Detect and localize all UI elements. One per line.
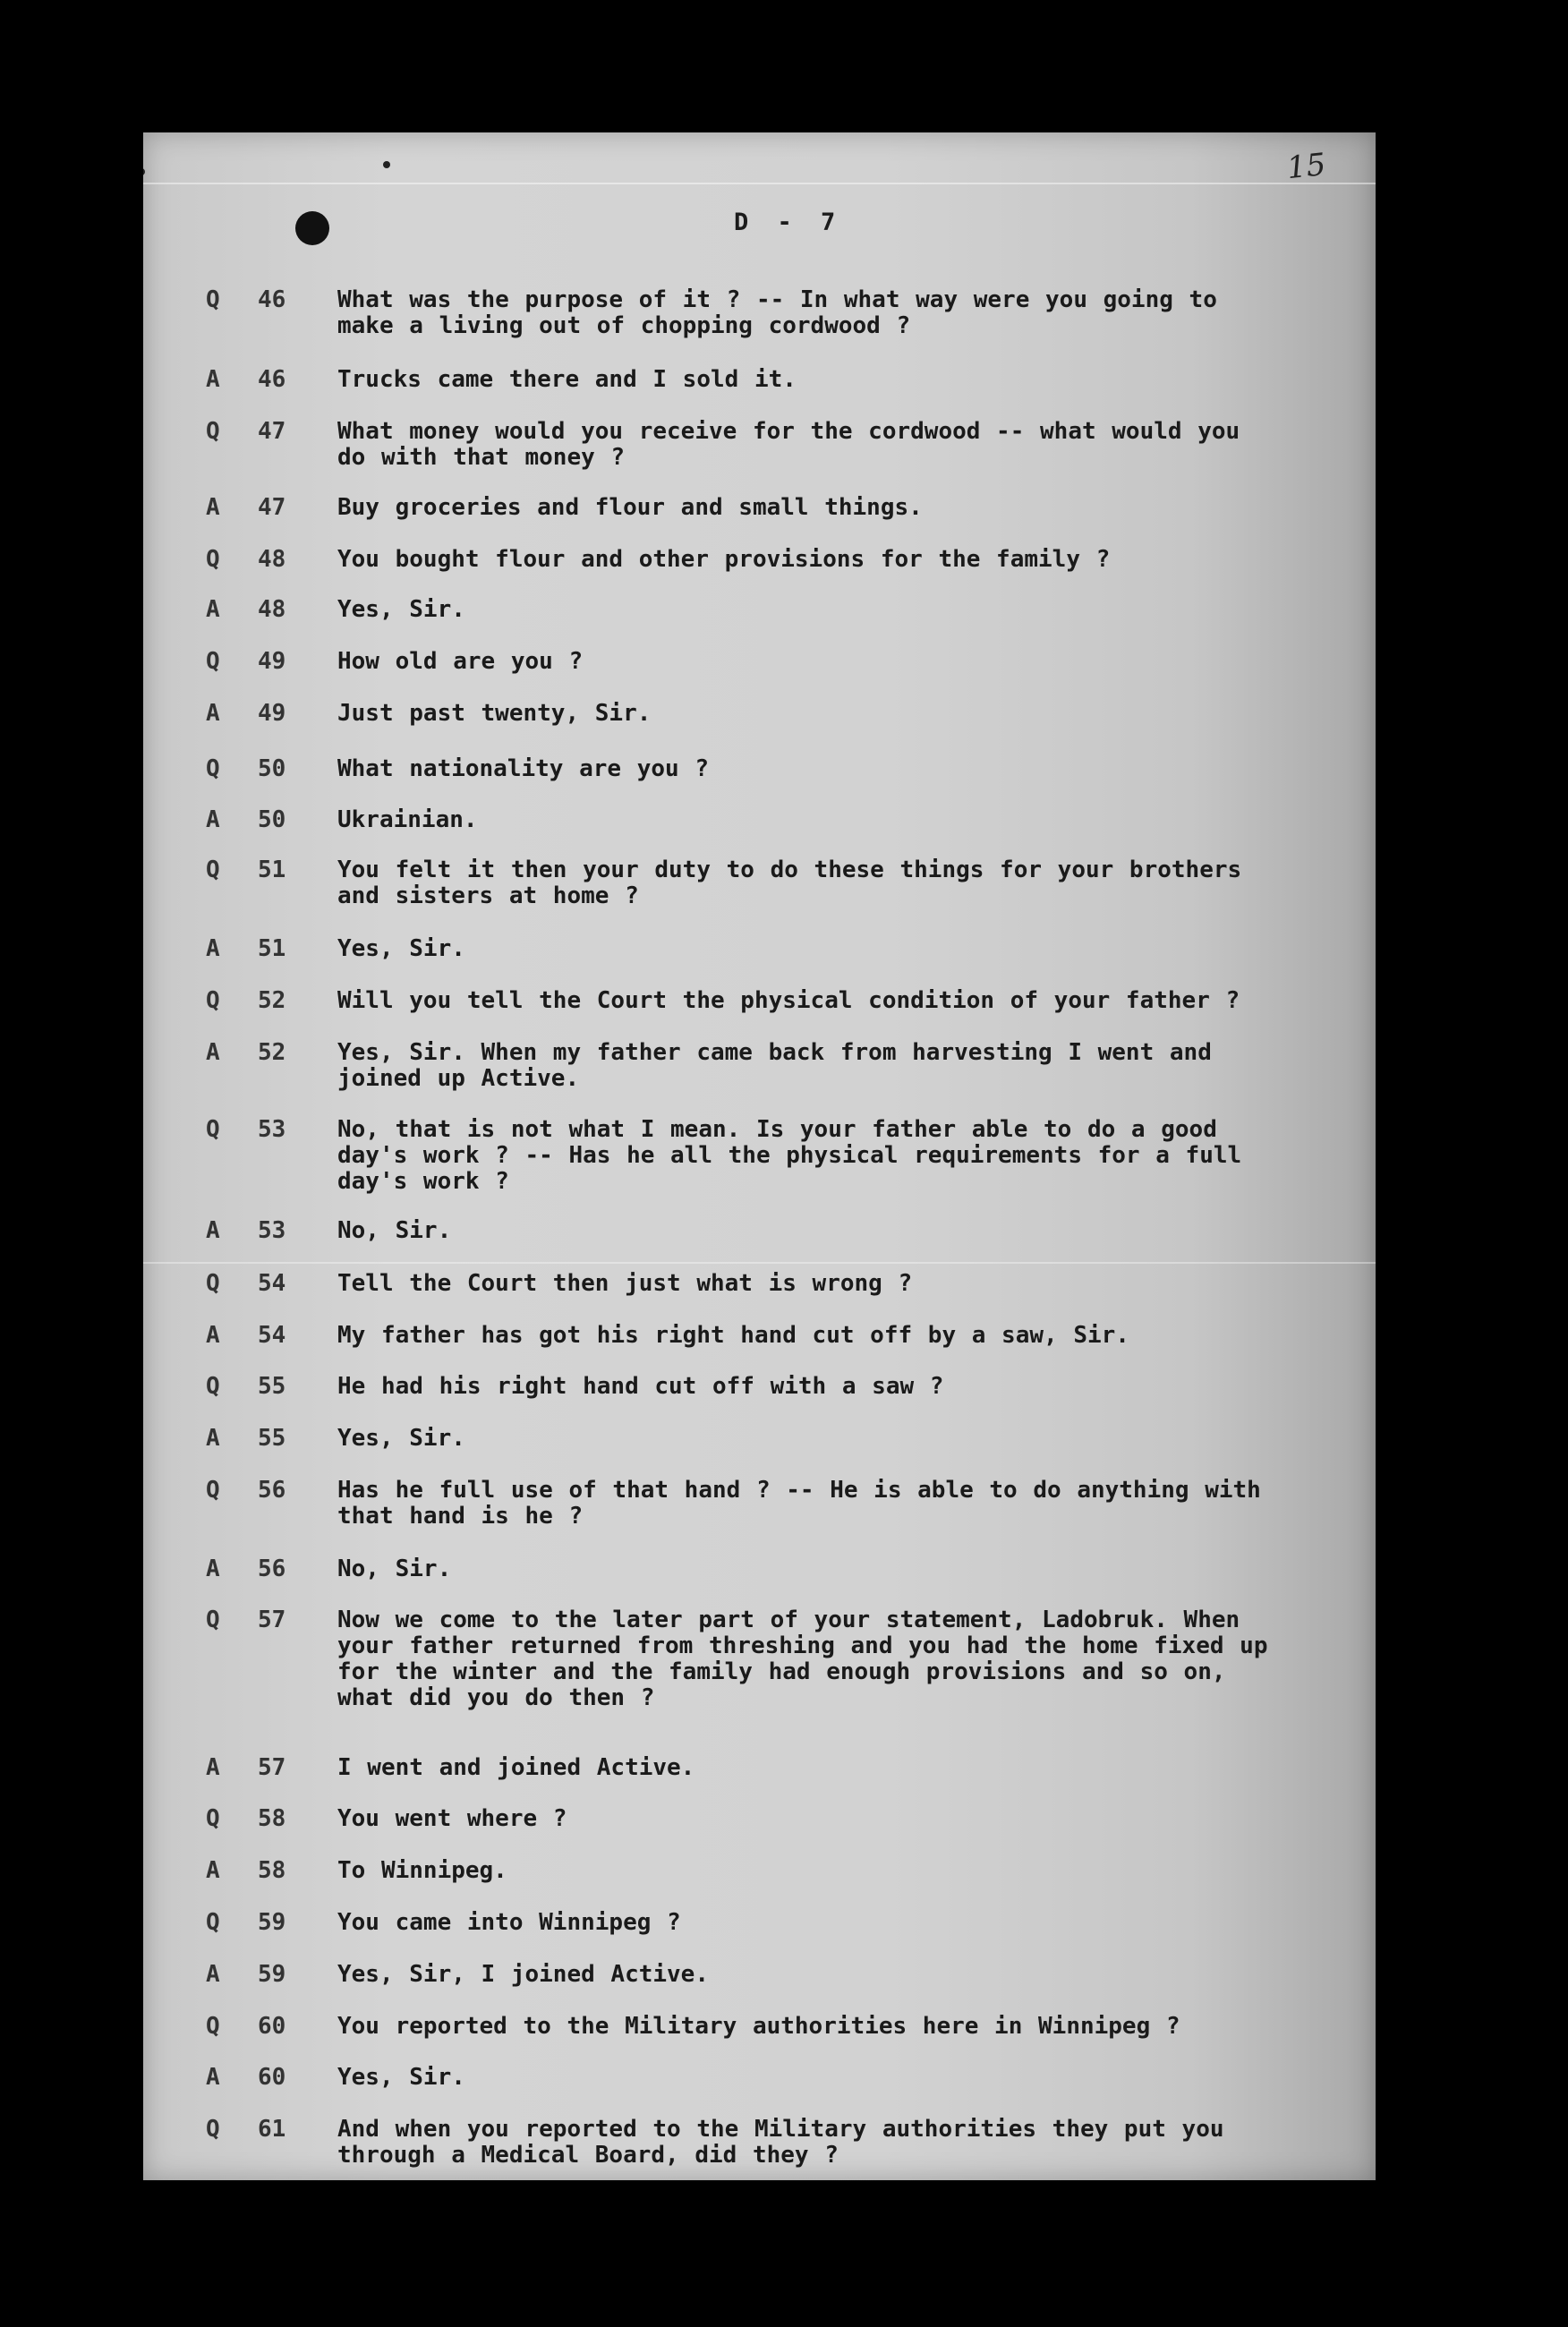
entry-type-label: Q xyxy=(206,1805,220,1832)
entry-text: Has he full use of that hand ? -- He is able to do anything with that hand is he ? xyxy=(337,1477,1261,1530)
entry-type-label: A xyxy=(206,1217,220,1244)
entry-number: 48 xyxy=(258,596,286,623)
entry-text: Trucks came there and I sold it. xyxy=(337,366,797,393)
entry-number: 58 xyxy=(258,1857,286,1884)
entry-text: Will you tell the Court the physical condition of your father ? xyxy=(337,987,1240,1014)
entry-number: 48 xyxy=(258,546,286,573)
handwritten-page-number: 15 xyxy=(1285,146,1328,187)
entry-number: 50 xyxy=(258,755,286,782)
entry-type-label: Q xyxy=(206,987,220,1014)
entry-number: 47 xyxy=(258,494,286,521)
entry-type-label: A xyxy=(206,596,220,623)
entry-number: 60 xyxy=(258,2064,286,2091)
entry-text: Buy groceries and flour and small things. xyxy=(337,494,923,521)
entry-text: You went where ? xyxy=(337,1805,567,1832)
entry-text: What nationality are you ? xyxy=(337,755,709,782)
entry-text: Yes, Sir, I joined Active. xyxy=(337,1961,709,1988)
entry-type-label: Q xyxy=(206,546,220,573)
entry-number: 51 xyxy=(258,857,286,883)
entry-type-label: A xyxy=(206,1754,220,1781)
entry-number: 59 xyxy=(258,1909,286,1936)
entry-number: 61 xyxy=(258,2116,286,2143)
entry-type-label: A xyxy=(206,935,220,962)
entry-number: 57 xyxy=(258,1607,286,1633)
entry-number: 54 xyxy=(258,1270,286,1297)
entry-type-label: Q xyxy=(206,2116,220,2143)
entry-number: 46 xyxy=(258,286,286,313)
entry-type-label: Q xyxy=(206,755,220,782)
entry-type-label: A xyxy=(206,494,220,521)
entry-type-label: Q xyxy=(206,1477,220,1504)
entry-number: 52 xyxy=(258,987,286,1014)
entry-type-label: A xyxy=(206,1425,220,1452)
document-page xyxy=(143,132,1376,2180)
entry-number: 55 xyxy=(258,1425,286,1452)
entry-type-label: Q xyxy=(206,2013,220,2040)
entry-text: Now we come to the later part of your statement, Ladobruk. When your father returned from threshing and you had the home fixed up for the winter and the family had enough provisions and so on, what did you do then ? xyxy=(337,1607,1268,1711)
entry-type-label: Q xyxy=(206,857,220,883)
entry-number: 51 xyxy=(258,935,286,962)
entry-number: 58 xyxy=(258,1805,286,1832)
entry-number: 60 xyxy=(258,2013,286,2040)
entry-number: 57 xyxy=(258,1754,286,1781)
entry-type-label: Q xyxy=(206,1116,220,1143)
entry-type-label: Q xyxy=(206,1270,220,1297)
entry-number: 49 xyxy=(258,648,286,675)
entry-number: 52 xyxy=(258,1039,286,1066)
entry-text: And when you reported to the Military authorities they put you through a Medical Board, did they ? xyxy=(337,2116,1224,2169)
entry-type-label: A xyxy=(206,1556,220,1582)
entry-text: He had his right hand cut off with a saw ? xyxy=(337,1373,944,1400)
entry-text: You bought flour and other provisions for the family ? xyxy=(337,546,1111,573)
entry-number: 56 xyxy=(258,1477,286,1504)
entry-type-label: A xyxy=(206,1961,220,1988)
entry-text: You reported to the Military authorities here in Winnipeg ? xyxy=(337,2013,1180,2040)
entry-text: How old are you ? xyxy=(337,648,584,675)
entry-text: Yes, Sir. xyxy=(337,1425,465,1452)
entry-text: To Winnipeg. xyxy=(337,1857,507,1884)
entry-text: Yes, Sir. xyxy=(337,935,465,962)
entry-text: My father has got his right hand cut off by a saw, Sir. xyxy=(337,1322,1129,1349)
entry-type-label: Q xyxy=(206,418,220,445)
entry-type-label: A xyxy=(206,1322,220,1349)
entry-text: Yes, Sir. When my father came back from harvesting I went and joined up Active. xyxy=(337,1039,1212,1092)
entry-number: 47 xyxy=(258,418,286,445)
entry-number: 50 xyxy=(258,806,286,833)
entry-text: Just past twenty, Sir. xyxy=(337,700,652,727)
entry-text: Yes, Sir. xyxy=(337,2064,465,2091)
entry-text: You felt it then your duty to do these things for your brothers and sisters at home ? xyxy=(337,857,1242,909)
entry-text: I went and joined Active. xyxy=(337,1754,695,1781)
page-header: D - 7 xyxy=(734,209,843,236)
entry-number: 54 xyxy=(258,1322,286,1349)
entry-type-label: A xyxy=(206,366,220,393)
entry-type-label: Q xyxy=(206,286,220,313)
entry-number: 53 xyxy=(258,1116,286,1143)
entry-number: 46 xyxy=(258,366,286,393)
entry-text: No, Sir. xyxy=(337,1556,452,1582)
entry-text: Yes, Sir. xyxy=(337,596,465,623)
entry-type-label: Q xyxy=(206,1909,220,1936)
entry-type-label: A xyxy=(206,2064,220,2091)
entry-number: 55 xyxy=(258,1373,286,1400)
entry-text: No, Sir. xyxy=(337,1217,452,1244)
entry-number: 56 xyxy=(258,1556,286,1582)
entry-type-label: A xyxy=(206,1857,220,1884)
entry-type-label: A xyxy=(206,700,220,727)
entry-type-label: Q xyxy=(206,648,220,675)
entry-type-label: Q xyxy=(206,1607,220,1633)
entry-text: Tell the Court then just what is wrong ? xyxy=(337,1270,913,1297)
entry-text: No, that is not what I mean. Is your father able to do a good day's work ? -- Has he all the physical requirements for a full day's work ? xyxy=(337,1116,1242,1195)
entry-text: Ukrainian. xyxy=(337,806,478,833)
entry-text: You came into Winnipeg ? xyxy=(337,1909,681,1936)
entry-type-label: A xyxy=(206,806,220,833)
entry-number: 59 xyxy=(258,1961,286,1988)
transcript-entries xyxy=(143,132,1376,2180)
entry-text: What was the purpose of it ? -- In what way were you going to make a living out of chopping cordwood ? xyxy=(337,286,1217,339)
entry-text: What money would you receive for the cordwood -- what would you do with that money ? xyxy=(337,418,1240,471)
entry-number: 53 xyxy=(258,1217,286,1244)
entry-type-label: Q xyxy=(206,1373,220,1400)
entry-type-label: A xyxy=(206,1039,220,1066)
entry-number: 49 xyxy=(258,700,286,727)
